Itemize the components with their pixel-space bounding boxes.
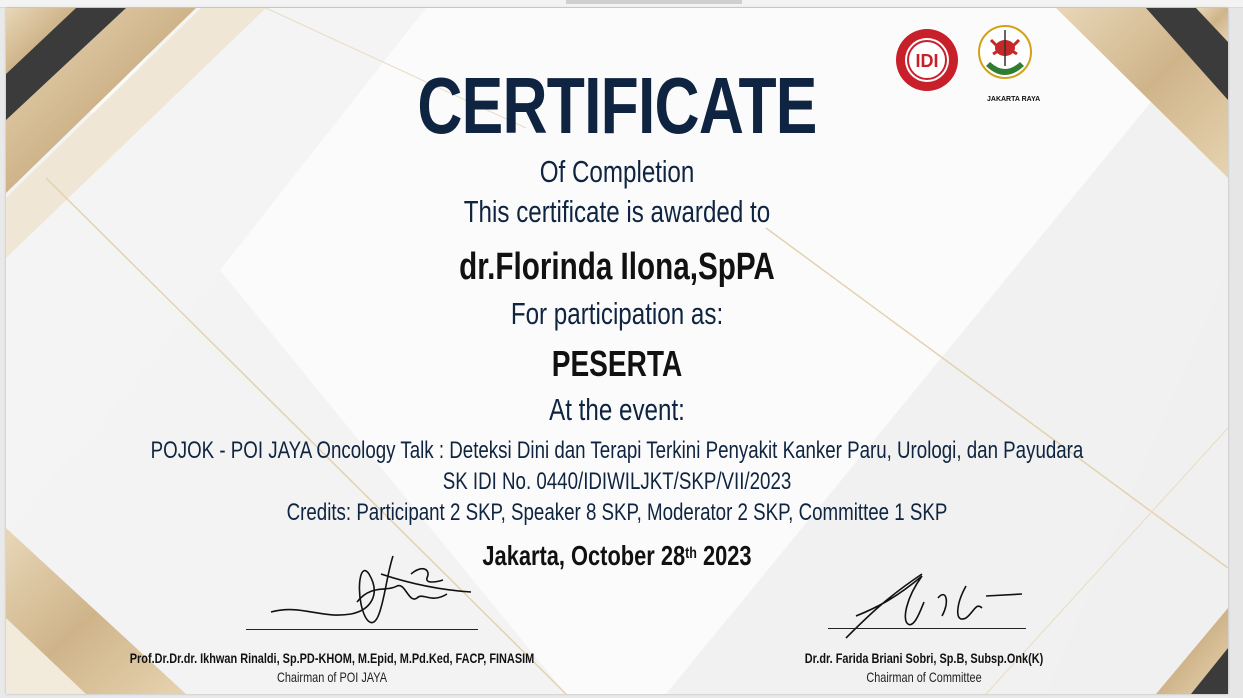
- awarded-line: This certificate is awarded to: [463, 194, 771, 229]
- signature-1-line: [246, 629, 478, 630]
- signatory-1-title: Chairman of POI JAYA: [276, 669, 388, 685]
- certificate-page: [6, 8, 1228, 694]
- date-prefix: Jakarta, October 28: [482, 540, 686, 571]
- svg-text:IDI: IDI: [915, 51, 939, 71]
- participant-role: PESERTA: [551, 343, 683, 384]
- signature-2-image: [826, 568, 1026, 648]
- viewer-tab[interactable]: [566, 0, 742, 4]
- signatory-2-title: Chairman of Committee: [866, 669, 982, 685]
- signatory-2-name: Dr.dr. Farida Briani Sobri, Sp.B, Subsp.Onk(K): [804, 650, 1044, 666]
- certificate-subtitle: Of Completion: [539, 154, 695, 189]
- date-ordinal: th: [685, 545, 697, 562]
- sk-number: SK IDI No. 0440/IDIWILJKT/SKP/VII/2023: [442, 468, 792, 495]
- credits-line: Credits: Participant 2 SKP, Speaker 8 SKP, Moderator 2 SKP, Committee 1 SKP: [286, 499, 948, 526]
- viewer-scroll-gutter[interactable]: [1228, 8, 1243, 698]
- event-line: At the event:: [549, 392, 685, 427]
- recipient-name: dr.Florinda Ilona,SpPA: [459, 246, 775, 288]
- signatory-1-name: Prof.Dr.Dr.dr. Ikhwan Rinaldi, Sp.PD-KHOM, M.Epid, M.Pd.Ked, FACP, FINASIM: [129, 650, 535, 666]
- date-year: 2023: [696, 540, 752, 571]
- viewer-top-bar: [0, 0, 1243, 8]
- poi-logo-caption: JAKARTA RAYA: [987, 96, 1041, 103]
- participation-line: For participation as:: [510, 296, 724, 331]
- event-name: POJOK - POI JAYA Oncology Talk : Deteksi Dini dan Terapi Terkini Penyakit Kanker Paru, Urologi, dan Payudara: [150, 437, 1084, 464]
- signature-2-line: [828, 628, 1026, 629]
- certificate-title: CERTIFICATE: [417, 61, 817, 150]
